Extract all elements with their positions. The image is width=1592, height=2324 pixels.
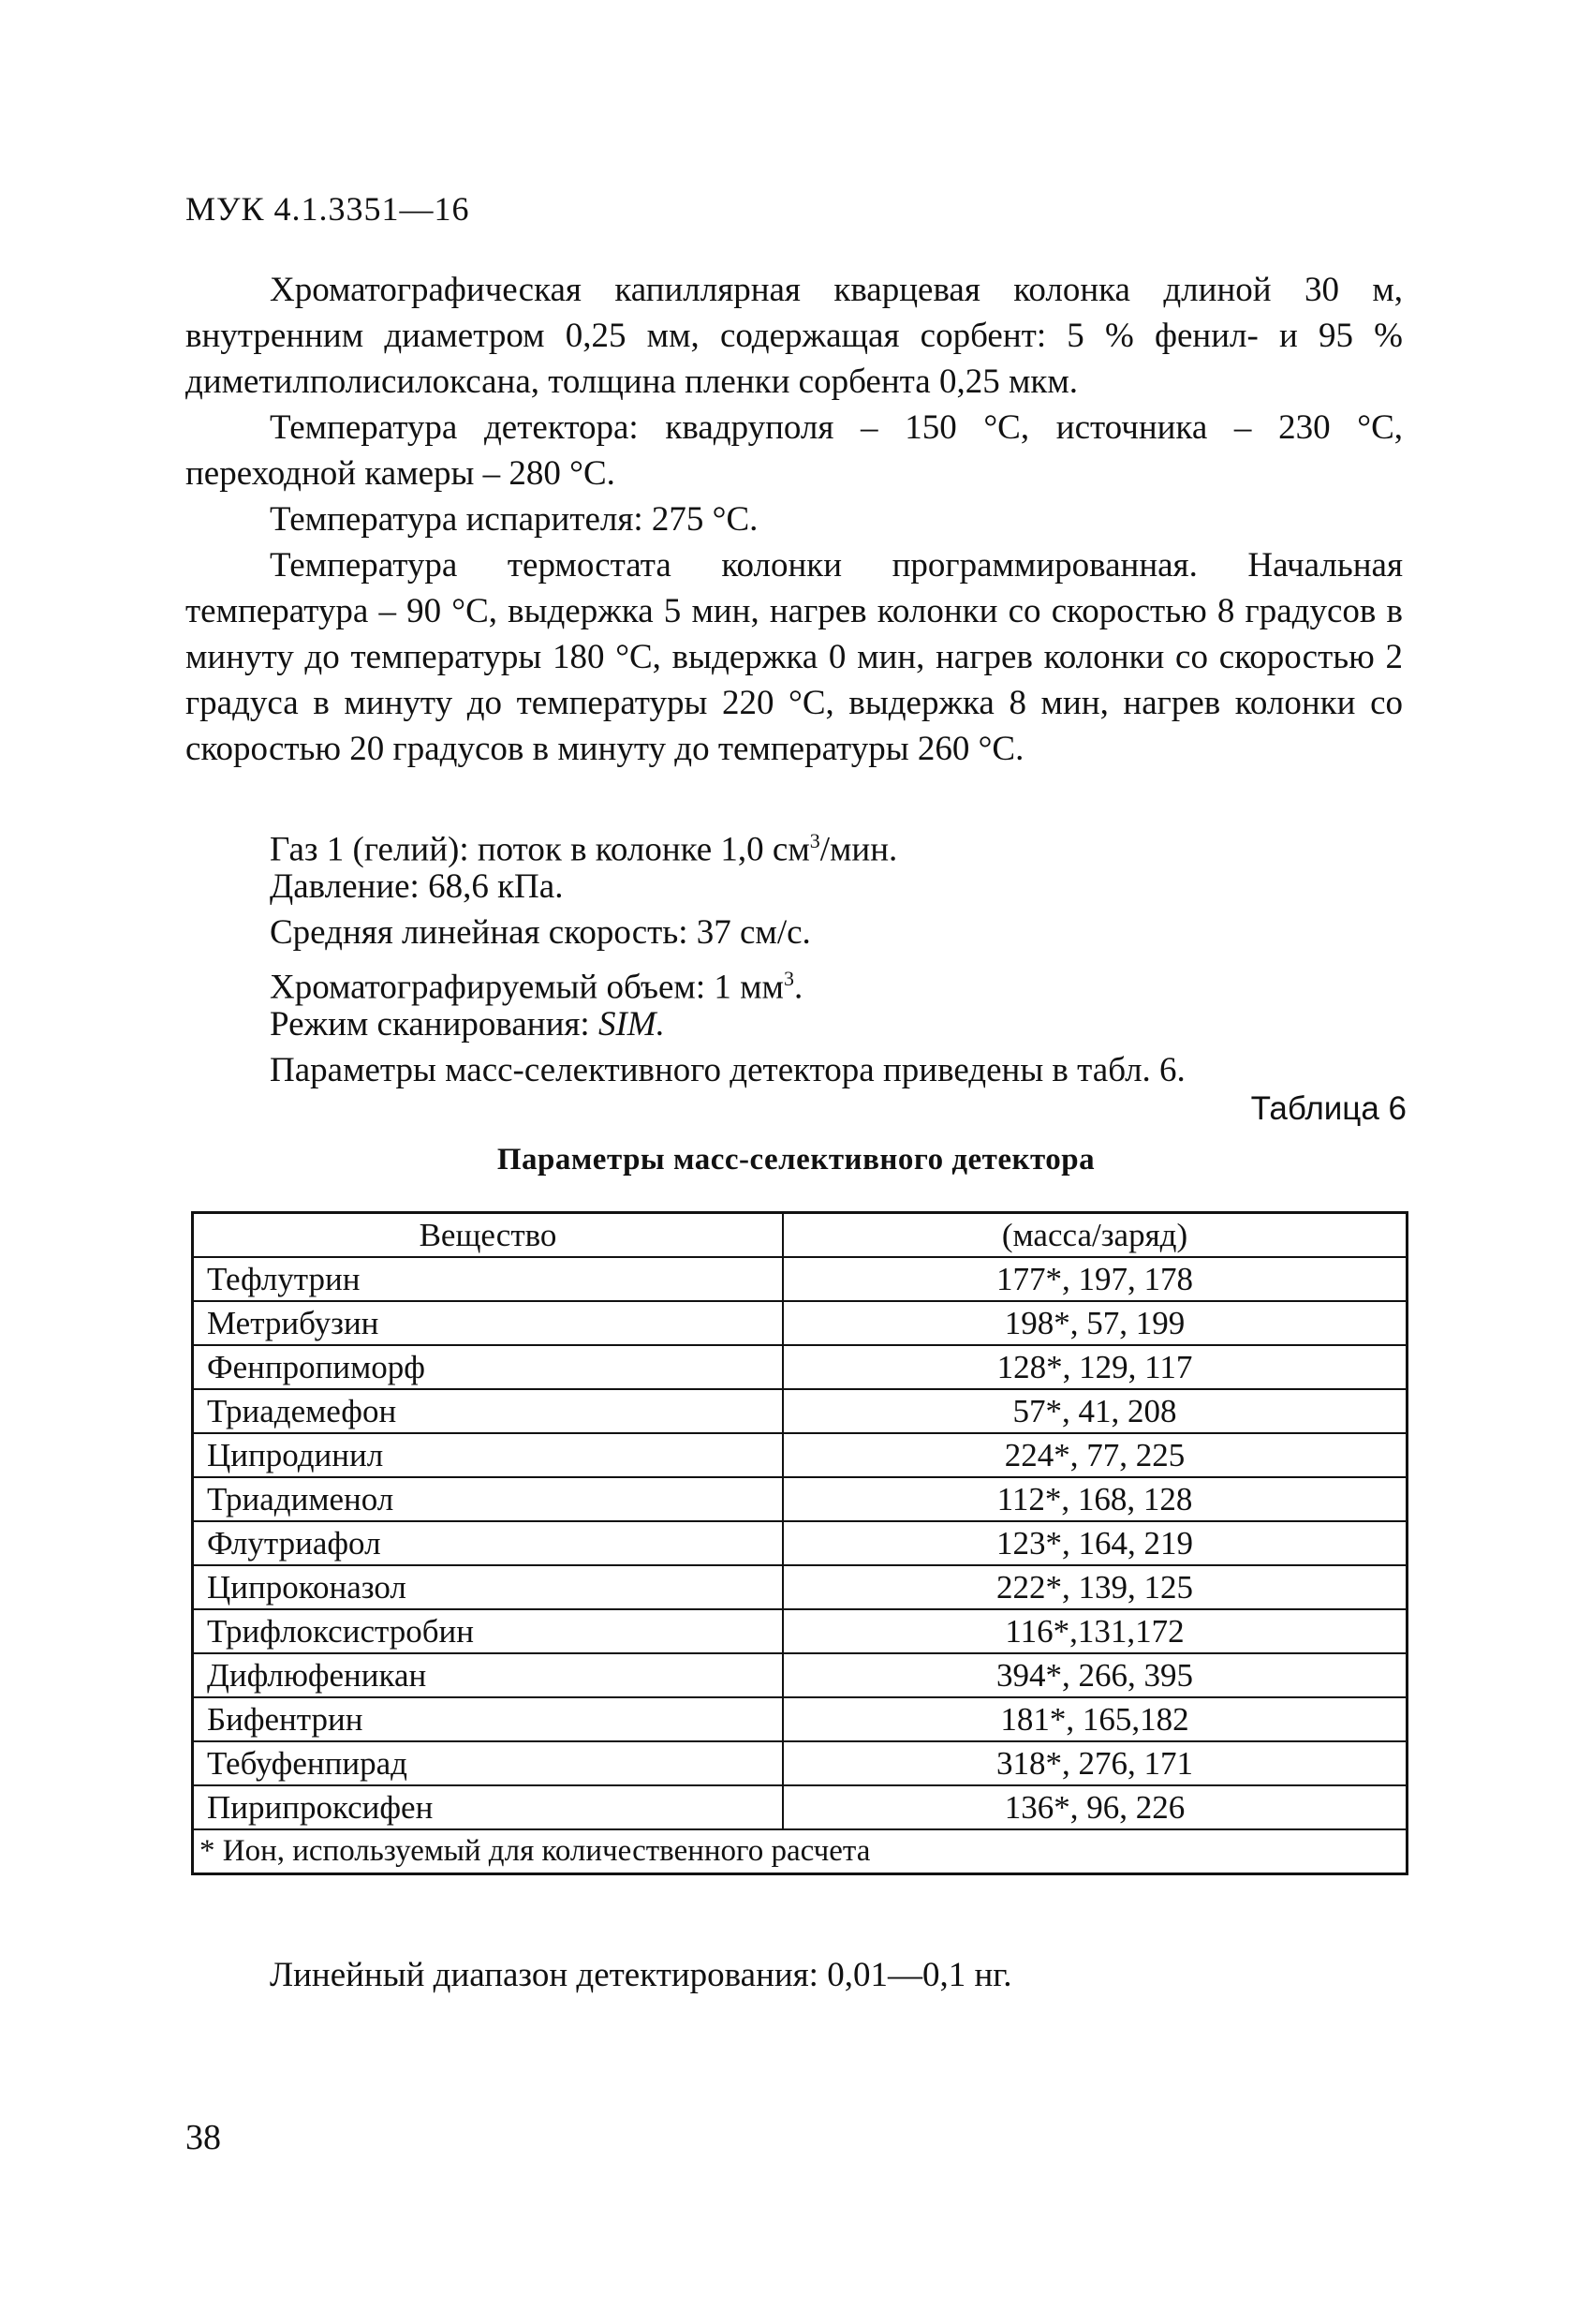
table-title: Параметры масс-селективного детектора bbox=[496, 1143, 1096, 1177]
mass-charge-cell: 116*,131,172 bbox=[783, 1609, 1408, 1653]
table-row bbox=[193, 1741, 1408, 1785]
volume-text: Хроматографируемый объем: 1 мм bbox=[270, 968, 784, 1007]
linear-range-line: Линейный диапазон детектирования: 0,01—0,1 нг. bbox=[270, 1956, 1012, 1994]
substance-cell: Тебуфенпирад bbox=[193, 1741, 784, 1785]
header-mass-charge: (масса/заряд) bbox=[783, 1213, 1408, 1258]
substance-cell: Дифлюфеникан bbox=[193, 1653, 784, 1697]
gas-flow-text: Газ 1 (гелий): поток в колонке 1,0 см bbox=[270, 830, 810, 869]
mass-charge-cell: 198*, 57, 199 bbox=[783, 1301, 1408, 1345]
substance-cell: Ципроконазол bbox=[193, 1565, 784, 1609]
table-header-row bbox=[193, 1213, 1408, 1258]
page-number: 38 bbox=[185, 2118, 221, 2157]
table-row bbox=[193, 1477, 1408, 1521]
column-description: Хроматографическая капиллярная кварцевая колонка длиной 30 м, внутренним диаметром 0,25 мм, содержащая сорбент: 5 % фенил- и 95 % диметилполисилоксана, толщина пленки сорбента 0,25 мкм. bbox=[185, 271, 1403, 401]
table-row bbox=[193, 1345, 1408, 1389]
table-row bbox=[193, 1257, 1408, 1301]
substance-cell: Триадемефон bbox=[193, 1389, 784, 1433]
evaporator-temperature: Температура испарителя: 275 °С. bbox=[270, 500, 759, 539]
table-footnote-row bbox=[193, 1829, 1408, 1874]
substance-cell: Ципродинил bbox=[193, 1433, 784, 1477]
volume-sup: 3 bbox=[783, 967, 794, 990]
scan-mode-value: SIM. bbox=[597, 1005, 665, 1044]
mass-charge-cell: 318*, 276, 171 bbox=[783, 1741, 1408, 1785]
linear-speed-line: Средняя линейная скорость: 37 см/с. bbox=[270, 913, 811, 952]
document-code: МУК 4.1.3351—16 bbox=[185, 190, 470, 228]
substance-cell: Триадименол bbox=[193, 1477, 784, 1521]
gas-flow-sup: 3 bbox=[809, 829, 820, 852]
table-row bbox=[193, 1565, 1408, 1609]
gas-flow-unit: /мин. bbox=[819, 830, 898, 869]
table-row bbox=[193, 1433, 1408, 1477]
substance-cell: Пирипроксифен bbox=[193, 1785, 784, 1829]
mass-charge-cell: 177*, 197, 178 bbox=[783, 1257, 1408, 1301]
mass-charge-cell: 136*, 96, 226 bbox=[783, 1785, 1408, 1829]
substance-cell: Трифлоксистробин bbox=[193, 1609, 784, 1653]
mass-charge-cell: 394*, 266, 395 bbox=[783, 1653, 1408, 1697]
scan-mode-line bbox=[270, 1001, 665, 1047]
mass-charge-cell: 222*, 139, 125 bbox=[783, 1565, 1408, 1609]
table-row bbox=[193, 1785, 1408, 1829]
substance-cell: Метрибузин bbox=[193, 1301, 784, 1345]
table-row bbox=[193, 1653, 1408, 1697]
mass-charge-cell: 123*, 164, 219 bbox=[783, 1521, 1408, 1565]
params-reference-line: Параметры масс-селективного детектора приведены в табл. 6. bbox=[270, 1051, 1186, 1089]
table-row bbox=[193, 1697, 1408, 1741]
table-row bbox=[193, 1389, 1408, 1433]
detector-temperature: Температура детектора: квадруполя – 150 °С, источника – 230 °С, переходной камеры – 280 °С. bbox=[185, 408, 1403, 493]
mass-charge-cell: 181*, 165,182 bbox=[783, 1697, 1408, 1741]
table-row bbox=[193, 1609, 1408, 1653]
scan-mode-label: Режим сканирования: bbox=[270, 1005, 598, 1044]
substance-cell: Фенпропиморф bbox=[193, 1345, 784, 1389]
substance-cell: Бифентрин bbox=[193, 1697, 784, 1741]
mass-charge-cell: 57*, 41, 208 bbox=[783, 1389, 1408, 1433]
header-substance: Вещество bbox=[193, 1213, 784, 1258]
mass-charge-cell: 128*, 129, 117 bbox=[783, 1345, 1408, 1389]
mass-charge-cell: 112*, 168, 128 bbox=[783, 1477, 1408, 1521]
volume-unit: . bbox=[793, 968, 803, 1007]
pressure-line: Давление: 68,6 кПа. bbox=[270, 867, 564, 906]
table-caption: Таблица 6 bbox=[1250, 1090, 1407, 1127]
table-row bbox=[193, 1521, 1408, 1565]
substance-cell: Флутриафол bbox=[193, 1521, 784, 1565]
table-row bbox=[193, 1301, 1408, 1345]
mass-charge-cell: 224*, 77, 225 bbox=[783, 1433, 1408, 1477]
detector-parameters-table bbox=[191, 1211, 1408, 1875]
table-footnote: * Ион, используемый для количественного расчета bbox=[193, 1829, 1408, 1874]
thermostat-program: Температура термостата колонки программированная. Начальная температура – 90 °С, выдержка 5 мин, нагрев колонки со скоростью 8 градусов в минуту до температуры 180 °С, выдержка 0 мин, нагрев колонки со скоростью 2 градуса в минуту до температуры 220 °С, выдержка 8 мин, нагрев колонки со скоростью 20 градусов в минуту до температуры 260 °С. bbox=[185, 546, 1403, 768]
substance-cell: Тефлутрин bbox=[193, 1257, 784, 1301]
